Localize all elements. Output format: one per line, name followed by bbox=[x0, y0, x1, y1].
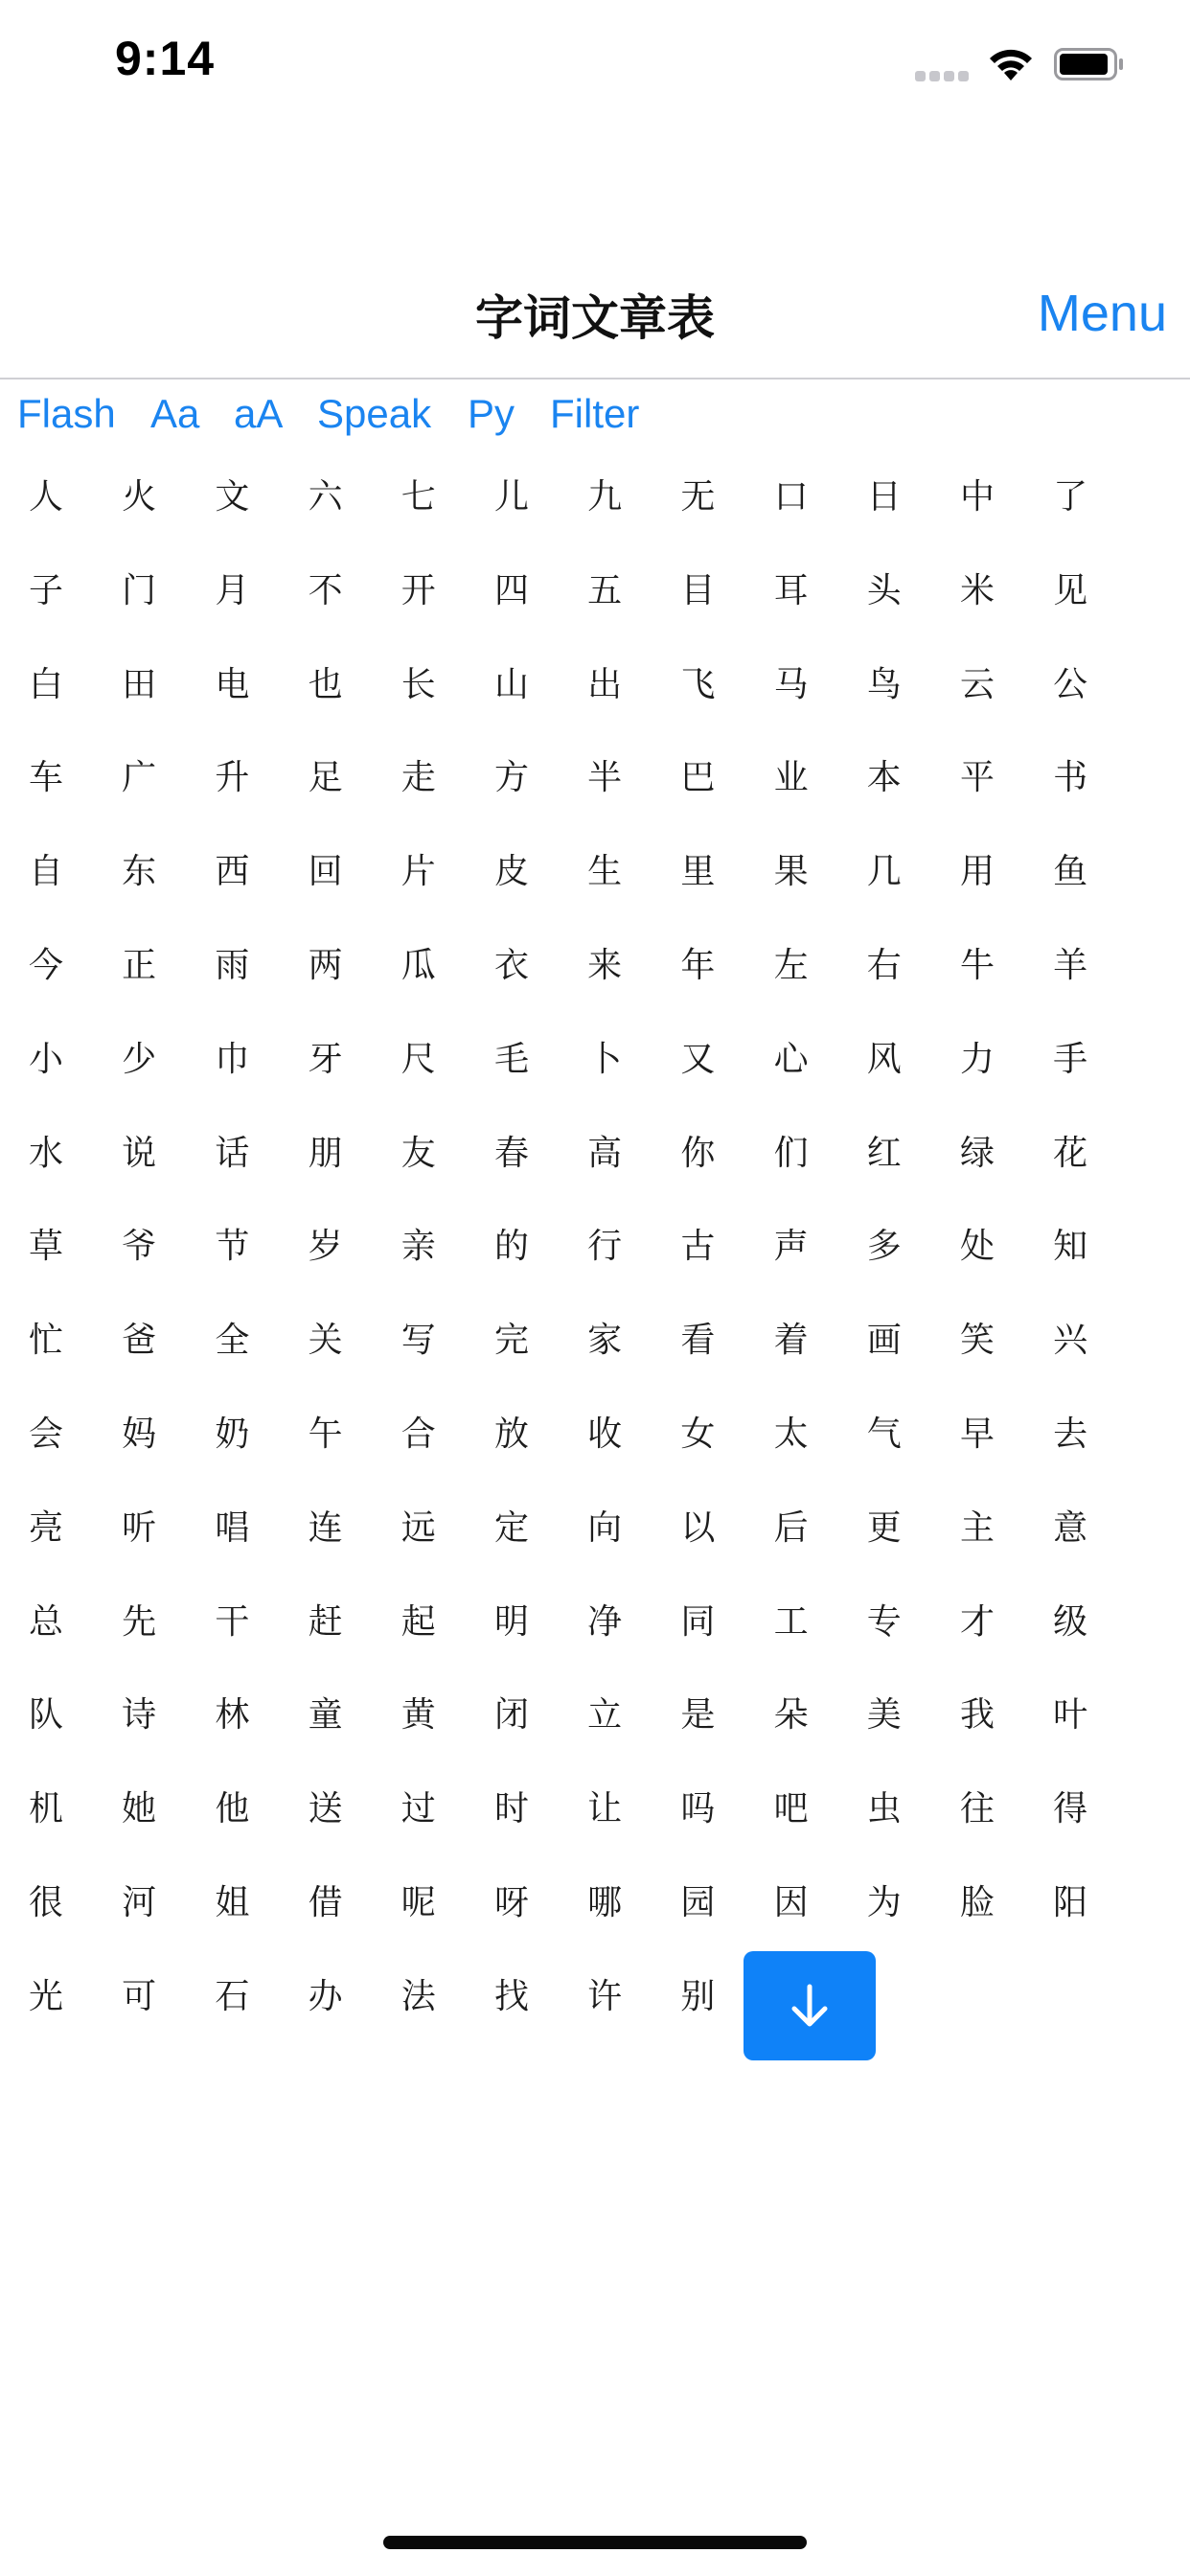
character-cell[interactable]: 让 bbox=[587, 1789, 623, 1829]
character-cell[interactable]: 小 bbox=[28, 1039, 63, 1079]
character-cell[interactable]: 专 bbox=[866, 1601, 902, 1642]
grid-row bbox=[0, 1294, 1190, 1388]
grid-row bbox=[0, 544, 1190, 638]
character-cell[interactable]: 半 bbox=[587, 758, 623, 798]
character-cell[interactable]: 她 bbox=[122, 1789, 157, 1829]
flash-button[interactable]: Flash bbox=[17, 391, 116, 436]
character-cell[interactable]: 朵 bbox=[773, 1695, 809, 1736]
character-cell[interactable]: 山 bbox=[493, 664, 529, 704]
character-cell[interactable]: 衣 bbox=[493, 945, 529, 985]
character-cell[interactable]: 气 bbox=[866, 1414, 902, 1454]
character-cell[interactable]: 干 bbox=[215, 1601, 250, 1642]
character-cell[interactable]: 风 bbox=[866, 1039, 902, 1079]
grid-row bbox=[0, 731, 1190, 825]
character-cell[interactable]: 友 bbox=[400, 1133, 436, 1173]
character-cell[interactable]: 知 bbox=[1053, 1227, 1088, 1267]
character-cell[interactable]: 收 bbox=[587, 1414, 623, 1454]
character-cell[interactable]: 高 bbox=[587, 1133, 623, 1173]
character-cell[interactable]: 多 bbox=[866, 1227, 902, 1267]
character-cell[interactable]: 女 bbox=[680, 1414, 716, 1454]
character-cell[interactable]: 后 bbox=[773, 1507, 809, 1548]
character-cell[interactable]: 赶 bbox=[308, 1601, 343, 1642]
character-cell[interactable]: 净 bbox=[587, 1601, 623, 1642]
character-cell[interactable]: 业 bbox=[773, 758, 809, 798]
character-cell[interactable]: 去 bbox=[1053, 1414, 1088, 1454]
character-cell[interactable]: 自 bbox=[28, 852, 63, 892]
character-cell[interactable]: 爸 bbox=[122, 1321, 157, 1361]
character-cell[interactable]: 方 bbox=[493, 758, 529, 798]
character-cell[interactable]: 七 bbox=[400, 477, 436, 517]
character-cell[interactable]: 别 bbox=[680, 1976, 716, 2016]
character-cell[interactable]: 牛 bbox=[959, 945, 995, 985]
character-cell[interactable]: 牙 bbox=[308, 1039, 343, 1079]
character-cell[interactable]: 马 bbox=[773, 664, 809, 704]
character-cell[interactable]: 往 bbox=[959, 1789, 995, 1829]
character-cell[interactable]: 话 bbox=[215, 1133, 250, 1173]
character-cell[interactable]: 虫 bbox=[866, 1789, 902, 1829]
pinyin-button[interactable]: Py bbox=[468, 391, 515, 436]
character-cell[interactable]: 连 bbox=[308, 1507, 343, 1548]
character-grid bbox=[0, 450, 1190, 2044]
character-cell[interactable]: 先 bbox=[122, 1601, 157, 1642]
character-cell[interactable]: 更 bbox=[866, 1507, 902, 1548]
character-cell[interactable]: 田 bbox=[122, 664, 157, 704]
toolbar bbox=[0, 383, 1190, 450]
character-cell[interactable]: 米 bbox=[959, 570, 995, 610]
character-cell[interactable]: 广 bbox=[122, 758, 157, 798]
character-cell[interactable]: 又 bbox=[680, 1039, 716, 1079]
character-cell[interactable]: 不 bbox=[308, 570, 343, 610]
character-cell[interactable]: 因 bbox=[773, 1882, 809, 1922]
character-cell[interactable]: 回 bbox=[308, 852, 343, 892]
character-cell[interactable]: 脸 bbox=[959, 1882, 995, 1922]
character-cell[interactable]: 两 bbox=[308, 945, 343, 985]
character-cell[interactable]: 书 bbox=[1053, 758, 1088, 798]
character-cell[interactable]: 叶 bbox=[1053, 1695, 1088, 1736]
status-time: 9:14 bbox=[115, 32, 216, 85]
character-cell[interactable]: 他 bbox=[215, 1789, 250, 1829]
character-cell[interactable]: 主 bbox=[959, 1507, 995, 1548]
character-cell[interactable]: 早 bbox=[959, 1414, 995, 1454]
character-cell[interactable]: 得 bbox=[1053, 1789, 1088, 1829]
grid-row bbox=[0, 825, 1190, 919]
character-cell[interactable]: 皮 bbox=[493, 852, 529, 892]
character-cell[interactable]: 级 bbox=[1053, 1601, 1088, 1642]
character-cell[interactable]: 美 bbox=[866, 1695, 902, 1736]
character-cell[interactable]: 五 bbox=[587, 570, 623, 610]
grid-row bbox=[0, 1856, 1190, 1950]
character-cell[interactable]: 人 bbox=[28, 477, 63, 517]
character-cell[interactable]: 手 bbox=[1053, 1039, 1088, 1079]
character-cell[interactable]: 几 bbox=[866, 852, 902, 892]
character-cell[interactable]: 耳 bbox=[773, 570, 809, 610]
character-cell[interactable]: 写 bbox=[400, 1321, 436, 1361]
battery-icon bbox=[1054, 48, 1125, 80]
character-cell[interactable]: 起 bbox=[400, 1601, 436, 1642]
character-cell[interactable]: 岁 bbox=[308, 1227, 343, 1267]
grid-row bbox=[0, 1013, 1190, 1107]
character-cell[interactable]: 吗 bbox=[680, 1789, 716, 1829]
character-cell[interactable]: 合 bbox=[400, 1414, 436, 1454]
character-cell[interactable]: 少 bbox=[122, 1039, 157, 1079]
character-cell[interactable]: 石 bbox=[215, 1976, 250, 2016]
character-cell[interactable]: 阳 bbox=[1053, 1882, 1088, 1922]
character-cell[interactable]: 唱 bbox=[215, 1507, 250, 1548]
character-cell[interactable]: 过 bbox=[400, 1789, 436, 1829]
character-cell[interactable]: 节 bbox=[215, 1227, 250, 1267]
character-cell[interactable]: 公 bbox=[1053, 664, 1088, 704]
character-cell[interactable]: 片 bbox=[400, 852, 436, 892]
character-cell[interactable]: 意 bbox=[1053, 1507, 1088, 1548]
character-cell[interactable]: 子 bbox=[28, 570, 63, 610]
grid-row bbox=[0, 1668, 1190, 1762]
character-cell[interactable]: 尺 bbox=[400, 1039, 436, 1079]
menu-button[interactable]: Menu bbox=[1037, 285, 1167, 342]
character-cell[interactable]: 也 bbox=[308, 664, 343, 704]
character-cell[interactable]: 巴 bbox=[680, 758, 716, 798]
character-cell[interactable]: 生 bbox=[587, 852, 623, 892]
character-cell[interactable]: 你 bbox=[680, 1133, 716, 1173]
grid-row bbox=[0, 1576, 1190, 1669]
character-cell[interactable]: 们 bbox=[773, 1133, 809, 1173]
character-cell[interactable]: 黄 bbox=[400, 1695, 436, 1736]
character-cell[interactable]: 西 bbox=[215, 852, 250, 892]
character-cell[interactable]: 吧 bbox=[773, 1789, 809, 1829]
character-cell[interactable]: 长 bbox=[400, 664, 436, 704]
character-cell[interactable]: 同 bbox=[680, 1601, 716, 1642]
character-cell[interactable]: 明 bbox=[493, 1601, 529, 1642]
character-cell[interactable]: 送 bbox=[308, 1789, 343, 1829]
character-cell[interactable]: 向 bbox=[587, 1507, 623, 1548]
character-cell[interactable]: 亲 bbox=[400, 1227, 436, 1267]
character-cell[interactable]: 平 bbox=[959, 758, 995, 798]
wifi-icon bbox=[985, 44, 1037, 82]
nav-divider bbox=[0, 378, 1190, 380]
character-cell[interactable]: 的 bbox=[493, 1227, 529, 1267]
character-cell[interactable]: 完 bbox=[493, 1321, 529, 1361]
character-cell[interactable]: 呀 bbox=[493, 1882, 529, 1922]
character-cell[interactable]: 来 bbox=[587, 945, 623, 985]
character-cell[interactable]: 九 bbox=[587, 477, 623, 517]
character-cell[interactable]: 姐 bbox=[215, 1882, 250, 1922]
character-cell[interactable]: 借 bbox=[308, 1882, 343, 1922]
character-cell[interactable]: 放 bbox=[493, 1414, 529, 1454]
arrow-down-icon bbox=[787, 1983, 833, 2029]
character-cell[interactable]: 亮 bbox=[28, 1507, 63, 1548]
character-cell[interactable]: 口 bbox=[773, 477, 809, 517]
grid-row bbox=[0, 638, 1190, 732]
character-cell[interactable]: 用 bbox=[959, 852, 995, 892]
font-larger-button[interactable]: Aa bbox=[150, 391, 200, 436]
character-cell[interactable]: 闭 bbox=[493, 1695, 529, 1736]
character-cell[interactable]: 升 bbox=[215, 758, 250, 798]
character-cell[interactable]: 家 bbox=[587, 1321, 623, 1361]
character-cell[interactable]: 说 bbox=[122, 1133, 157, 1173]
character-cell[interactable]: 见 bbox=[1053, 570, 1088, 610]
character-cell[interactable]: 奶 bbox=[215, 1414, 250, 1454]
character-cell[interactable]: 里 bbox=[680, 852, 716, 892]
character-cell[interactable]: 开 bbox=[400, 570, 436, 610]
character-cell[interactable]: 定 bbox=[493, 1507, 529, 1548]
speak-button[interactable]: Speak bbox=[317, 391, 432, 436]
character-cell[interactable]: 画 bbox=[866, 1321, 902, 1361]
character-cell[interactable]: 古 bbox=[680, 1227, 716, 1267]
scroll-down-button[interactable] bbox=[744, 1951, 876, 2060]
character-cell[interactable]: 会 bbox=[28, 1414, 63, 1454]
character-cell[interactable]: 毛 bbox=[493, 1039, 529, 1079]
character-cell[interactable]: 爷 bbox=[122, 1227, 157, 1267]
character-cell[interactable]: 儿 bbox=[493, 477, 529, 517]
character-cell[interactable]: 云 bbox=[959, 664, 995, 704]
character-cell[interactable]: 了 bbox=[1053, 477, 1088, 517]
character-cell[interactable]: 可 bbox=[122, 1976, 157, 2016]
character-cell[interactable]: 卜 bbox=[587, 1039, 623, 1079]
character-cell[interactable]: 总 bbox=[28, 1601, 63, 1642]
character-cell[interactable]: 花 bbox=[1053, 1133, 1088, 1173]
character-cell[interactable]: 羊 bbox=[1053, 945, 1088, 985]
character-cell[interactable]: 法 bbox=[400, 1976, 436, 2016]
grid-row bbox=[0, 1107, 1190, 1201]
status-bar bbox=[0, 0, 1190, 134]
character-cell[interactable]: 水 bbox=[28, 1133, 63, 1173]
character-cell[interactable]: 巾 bbox=[215, 1039, 250, 1079]
character-cell[interactable]: 园 bbox=[680, 1882, 716, 1922]
character-cell[interactable]: 果 bbox=[773, 852, 809, 892]
character-cell[interactable]: 以 bbox=[680, 1507, 716, 1548]
character-cell[interactable]: 右 bbox=[866, 945, 902, 985]
character-cell[interactable]: 看 bbox=[680, 1321, 716, 1361]
character-cell[interactable]: 中 bbox=[959, 477, 995, 517]
character-cell[interactable]: 办 bbox=[308, 1976, 343, 2016]
character-cell[interactable]: 着 bbox=[773, 1321, 809, 1361]
character-cell[interactable]: 为 bbox=[866, 1882, 902, 1922]
character-cell[interactable]: 时 bbox=[493, 1789, 529, 1829]
character-cell[interactable]: 妈 bbox=[122, 1414, 157, 1454]
page-title: 字词文章表 bbox=[475, 290, 715, 346]
character-cell[interactable]: 红 bbox=[866, 1133, 902, 1173]
character-cell[interactable]: 草 bbox=[28, 1227, 63, 1267]
character-cell[interactable]: 很 bbox=[28, 1882, 63, 1922]
character-cell[interactable]: 全 bbox=[215, 1321, 250, 1361]
character-cell[interactable]: 足 bbox=[308, 758, 343, 798]
character-cell[interactable]: 诗 bbox=[122, 1695, 157, 1736]
character-cell[interactable]: 走 bbox=[400, 758, 436, 798]
character-cell[interactable]: 兴 bbox=[1053, 1321, 1088, 1361]
character-cell[interactable]: 雨 bbox=[215, 945, 250, 985]
character-cell[interactable]: 飞 bbox=[680, 664, 716, 704]
grid-row bbox=[0, 919, 1190, 1013]
character-cell[interactable]: 月 bbox=[215, 570, 250, 610]
character-cell[interactable]: 门 bbox=[122, 570, 157, 610]
character-cell[interactable]: 白 bbox=[28, 664, 63, 704]
character-cell[interactable]: 我 bbox=[959, 1695, 995, 1736]
character-cell[interactable]: 东 bbox=[122, 852, 157, 892]
character-cell[interactable]: 听 bbox=[122, 1507, 157, 1548]
character-cell[interactable]: 是 bbox=[680, 1695, 716, 1736]
character-cell[interactable]: 绿 bbox=[959, 1133, 995, 1173]
character-cell[interactable]: 机 bbox=[28, 1789, 63, 1829]
character-cell[interactable]: 童 bbox=[308, 1695, 343, 1736]
character-cell[interactable]: 才 bbox=[959, 1601, 995, 1642]
grid-row bbox=[0, 1950, 1190, 2044]
character-cell[interactable]: 关 bbox=[308, 1321, 343, 1361]
character-cell[interactable]: 队 bbox=[28, 1695, 63, 1736]
character-cell[interactable]: 河 bbox=[122, 1882, 157, 1922]
character-cell[interactable]: 行 bbox=[587, 1227, 623, 1267]
character-cell[interactable]: 日 bbox=[866, 477, 902, 517]
character-cell[interactable]: 本 bbox=[866, 758, 902, 798]
grid-row bbox=[0, 1200, 1190, 1294]
grid-row bbox=[0, 450, 1190, 544]
character-cell[interactable]: 太 bbox=[773, 1414, 809, 1454]
character-cell[interactable]: 鱼 bbox=[1053, 852, 1088, 892]
character-cell[interactable]: 今 bbox=[28, 945, 63, 985]
character-cell[interactable]: 许 bbox=[587, 1976, 623, 2016]
character-cell[interactable]: 左 bbox=[773, 945, 809, 985]
character-cell[interactable]: 车 bbox=[28, 758, 63, 798]
filter-button[interactable]: Filter bbox=[550, 391, 640, 436]
grid-row bbox=[0, 1388, 1190, 1482]
character-cell[interactable]: 头 bbox=[866, 570, 902, 610]
character-cell[interactable]: 四 bbox=[493, 570, 529, 610]
character-cell[interactable]: 瓜 bbox=[400, 945, 436, 985]
character-cell[interactable]: 六 bbox=[308, 477, 343, 517]
character-cell[interactable]: 力 bbox=[959, 1039, 995, 1079]
grid-row bbox=[0, 1762, 1190, 1856]
character-cell[interactable]: 工 bbox=[773, 1601, 809, 1642]
character-cell[interactable]: 电 bbox=[215, 664, 250, 704]
character-cell[interactable]: 年 bbox=[680, 945, 716, 985]
grid-row bbox=[0, 1482, 1190, 1576]
character-cell[interactable]: 文 bbox=[215, 477, 250, 517]
character-cell[interactable]: 出 bbox=[587, 664, 623, 704]
font-smaller-button[interactable]: aA bbox=[234, 391, 284, 436]
character-cell[interactable]: 午 bbox=[308, 1414, 343, 1454]
character-cell[interactable]: 心 bbox=[773, 1039, 809, 1079]
character-cell[interactable]: 哪 bbox=[587, 1882, 623, 1922]
home-indicator bbox=[383, 2536, 807, 2549]
character-cell[interactable]: 火 bbox=[122, 477, 157, 517]
character-cell[interactable]: 立 bbox=[587, 1695, 623, 1736]
character-cell[interactable]: 目 bbox=[680, 570, 716, 610]
character-cell[interactable]: 忙 bbox=[28, 1321, 63, 1361]
character-cell[interactable]: 春 bbox=[493, 1133, 529, 1173]
character-cell[interactable]: 远 bbox=[400, 1507, 436, 1548]
character-cell[interactable]: 光 bbox=[28, 1976, 63, 2016]
signal-icon bbox=[915, 71, 971, 82]
character-cell[interactable]: 鸟 bbox=[866, 664, 902, 704]
character-cell[interactable]: 处 bbox=[959, 1227, 995, 1267]
character-cell[interactable]: 笑 bbox=[959, 1321, 995, 1361]
character-cell[interactable]: 林 bbox=[215, 1695, 250, 1736]
character-cell[interactable]: 找 bbox=[493, 1976, 529, 2016]
character-cell[interactable]: 正 bbox=[122, 945, 157, 985]
character-cell[interactable]: 无 bbox=[680, 477, 716, 517]
character-cell[interactable]: 声 bbox=[773, 1227, 809, 1267]
character-cell[interactable]: 呢 bbox=[400, 1882, 436, 1922]
character-cell[interactable]: 朋 bbox=[308, 1133, 343, 1173]
